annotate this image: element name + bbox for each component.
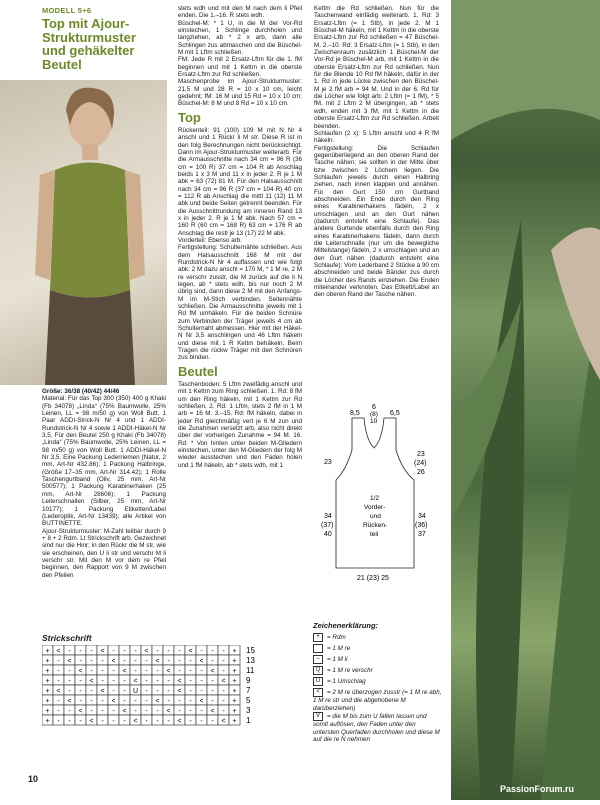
chart-symbol: - [178,647,181,655]
chart-symbol: - [101,697,104,705]
chart-symbol: < [111,657,116,665]
chart-symbol: + [232,677,237,685]
size-text: Größe: 36/38 (40/42) 44/46 [42,388,120,395]
chart-symbol: < [100,687,105,695]
dim-side-right1: 34 [418,513,426,520]
chart-symbol: + [232,647,237,655]
chart-symbol: - [222,687,225,695]
legend-title: Zeichenerklärung: [313,621,379,630]
chart-symbol: + [232,707,237,715]
col2-p4: Maschenprobe im Ajour-Strukturmuster: 21,5 M und 28 R = 10 x 10 cm, leicht gedehnt; fM: 16 M und 15 Rd = 10 x 10 cm; Büschel-M: 8 M und 8 Rd = 10 x 10 cm. [178,78,302,108]
material-text: Material: Für das Top 300 (350) 400 g Khaki (Fb 34078) „Linda“ (75% Baumwolle, 25% Leinen, LL = 98 m/50 g) von Woll Butt. 1 Paar ADDI-Strick-N Nr 4 und 1 ADDI-Rundstrick-N Nr 4 sowie 1 ADDI-Häkel-N Nr 3,5. Für den Beutel 250 g Khaki (Fb 34078) „Linda“ (75% Baumwolle, 25% Leinen, LL = 98 m/50 g) von Woll Butt. 1 ADDI-Häkel-N Nr 3,5. Eine Packung Lederriemen (Natur, 2 mm, Art-Nr 432.86); 1 Packung Halbringe, (Größe 17–35 mm, Art-Nr 314.42); 1 Rolle Taschengurtband (Oliv, 25 mm, Art-Nr 500577); 1 Packung Karabinerhaken (25 mm, Art-Nr 28606); 1 Packung Leiterschnallen (Silber, 25 mm, Art-Nr 10177); 1 Packung Etiketten/Label (Lederoptik, Art-Nr 13439); alle Artikel von BUTTINETTE. [42,395,166,528]
chart-symbol: - [145,657,148,665]
dim-shoulder-right: 6,5 [390,410,400,417]
top-front: Vorderteil: Ebenso arb. [178,236,243,244]
section-heading-top: Top [178,109,201,125]
chart-symbol: + [45,677,50,685]
chart-symbol: - [134,697,137,705]
chart-symbol: < [122,667,127,675]
chart-row-number: 15 [246,646,255,655]
model-photo [0,80,167,385]
top-finishing: Fertigstellung: Schulternähte schließen. Aus dem Halsausschnitt 168 M mit der Rundstrick-N Nr 4 auffassen und wie folgt abk: 2 M dazu anschl = 170 M, * 1 M re, 2 M re verschr zusstr, die M zurück auf die li N legen, ab * stets wdh, bis nur noch 2 M übrig sind, dann diese 2 M mit den Anfangs-M im M-Stich verbinden. Seitennähte schließen. Die Armausschnitte jeweils mit 1 Rd fM umhäkeln. Für die beiden Schnüre zum Verbinden der Träger jeweils 4 cm ab Schulternaht abmessen. Hier mit der Häkel-N Nr 3,5 anschlingen und 46 Lftm häkeln und diese mit 1 R Kettm behäkeln. Beim Tragen die rückw Träger mit den Schnüren zus binden. [178,244,302,362]
chart-symbol: < [199,657,204,665]
chart-symbol: < [177,717,182,725]
chart-symbol: + [45,667,50,675]
legend-symbol: U [313,677,323,686]
legend-text: = 1 M re verschr [327,667,373,675]
chart-symbol: < [100,647,105,655]
model-illustration [0,80,167,385]
chart-symbol: < [78,707,83,715]
chart-symbol: - [189,687,192,695]
chart-symbol: - [90,657,93,665]
chart-symbol: < [67,697,72,705]
chart-symbol: < [144,647,149,655]
garment-schematic [314,400,444,585]
chart-symbol: - [79,677,82,685]
chart-symbol: < [133,677,138,685]
legend-item [313,677,443,686]
legend-item [313,688,443,712]
chart-symbol: - [90,687,93,695]
section-heading-beutel: Beutel [178,363,218,379]
chart-symbol: - [222,667,225,675]
center-label-4: Rücken- [363,522,388,529]
chart-symbol: + [45,687,50,695]
chart-symbol: - [145,717,148,725]
dim-height-right3: 26 [417,469,425,476]
schematic-outline [336,418,414,568]
legend-item [313,644,443,653]
chart-symbol: < [166,667,171,675]
chart-symbol: - [200,647,203,655]
legend-text: = 1 M re [327,645,351,653]
col3-p1: Kettm die Rd schließen. Nun für die Taschenwand einfädig weiterarb. 1. Rd: 3 Ersatz-Lftm (= 1 Stb), in jede 2. M 1 Büschel-M häkeln, mit 1 Kettm in die oberste Ersatz-Lftm zur Rd schließen = 47 Büschel-M. 2.–10. Rd: 3 Ersatz-Lftm (= 1 Stb), in den Zwischenraum zusätzlich 1 Büschel-M der Vor-Rd je Büschel-M arb, mit 1 Kettm in die oberste Ersatz-Lftm zur Rd schließen. Nun für die Blende 10 Rd fM häkeln, dafür in der 1. Rd in jede Lücke zwischen den Büschel-M je 2 fM arb = 94 M. Und in der 6. Rd für die Löcher wie folgt arb: 2 Lftm (= 1 fM), * 5 fM, mit 2 Lftm 2 M übergingen, ab * stets wdh, enden mit 3 fM, mit 1 Kettm in die oberste Ersatz-Lftm zur Rd schließen. Arbeit beenden. [314,5,439,130]
chart-symbol: - [167,647,170,655]
chart-symbol: - [112,707,115,715]
chart-symbol: - [101,707,104,715]
chart-symbol: - [79,717,82,725]
chart-symbol: - [200,667,203,675]
chart-symbol: - [57,657,60,665]
chart-symbol: - [211,657,214,665]
legend-symbol: – [313,655,323,664]
chart-symbol: - [222,697,225,705]
chart-symbol: < [221,677,226,685]
chart-symbol: - [112,677,115,685]
dim-height-right2: (24) [414,460,427,467]
dim-side-left2: (37) [321,522,334,529]
chart-row-number: 5 [246,696,251,705]
chart-symbol: - [90,667,93,675]
chart-symbol: - [167,697,170,705]
chart-symbol: - [57,717,60,725]
chart-symbol: - [101,717,104,725]
legend-symbol: + [313,633,323,642]
legend-text: = die M bis zum U fallen lassen und somit auflösen, den Faden unter den untersten Querfaden durchholen und diese M auf die re N nehmen [313,713,440,743]
chart-symbol: - [222,707,225,715]
legend-text: = 1 M li [327,656,348,664]
col2-p3: FM: Jede R mit 2 Ersatz-Lftm für die 1. fM beginnen und mit 1 Kettm in die oberste Ersatz-Lftm zur Rd schließen. [178,56,302,79]
chart-symbol: + [232,717,237,725]
chart-symbol: - [123,687,126,695]
legend-symbol [313,644,323,653]
col2-p1: stets wdh und mit den M nach dem li Pfeil enden. Die 1.–16. R stets wdh. [178,5,302,20]
center-label-2: Vorder- [364,504,386,511]
chart-title: Strickschrift [42,633,92,643]
chart-symbol: < [111,697,116,705]
chart-symbol: + [45,697,50,705]
legend-item [313,712,443,744]
chart-symbol: < [188,647,193,655]
chart-symbol: - [211,647,214,655]
chart-symbol: < [177,677,182,685]
chart-symbol: - [68,677,71,685]
legend-text: = Rdm [327,634,346,642]
chart-symbol: - [112,717,115,725]
chart-symbol: - [156,677,159,685]
chart-symbol: < [166,707,171,715]
chart-symbol: - [167,687,170,695]
chart-symbol: - [79,687,82,695]
chart-symbol: - [68,647,71,655]
chart-symbol: + [45,647,50,655]
chart-symbol: - [189,707,192,715]
chart-symbol: - [112,687,115,695]
chart-symbol: - [211,697,214,705]
chart-symbol: - [68,717,71,725]
chart-symbol: < [155,657,160,665]
plant-illustration [451,0,600,800]
top-back: Rückenteil: 91 (100) 109 M mit N Nr 4 anschl und 1 Rückr li M str. Diese R ist in den folg Berechnungen nicht berücksichtigt. Dann im Ajour-Strukturmuster weiterarb. Für die Armausschnitte nach 34 cm = 96 R (36 cm = 100 R) 37 cm = 104 R ab Anschlag beids 1 x 3 M und 11 x in jeder 2. R je 1 M abk = 63 (72) 81 M. Für den Halsausschnitt nach 34 cm = 96 R (37 cm = 104 R) 40 cm = 112 R ab Anschlag die mittl 11 (12) 11 M abk und beide Seiten getrennt beenden. Für die Ausschnittrundung am inneren Rand 13 x in jeder 2. R je 1 M abk. Nach 57 cm = 160 R (60 cm = 168 R) 63 cm = 176 R ab Anschlag die restl je 13 (17) 22 M abk. [178,126,302,237]
chart-row-number: 3 [246,706,251,715]
chart-symbol: - [178,667,181,675]
legend-text: = 1 Umschlag [327,678,366,686]
chart-symbol: < [89,717,94,725]
chart-symbol: + [45,707,50,715]
chart-symbol: - [156,667,159,675]
chart-symbol: - [123,717,126,725]
legend-item [313,633,443,642]
chart-symbol: - [189,697,192,705]
chart-symbol: - [79,697,82,705]
chart-symbol: < [199,697,204,705]
legend-symbol: V [313,712,323,721]
center-label-5: teil [370,531,379,538]
plant-photo [451,0,600,800]
chart-symbol: < [56,687,61,695]
chart-symbol: - [145,697,148,705]
chart-symbol: - [178,657,181,665]
chart-symbol: - [178,697,181,705]
chart-symbol: - [79,647,82,655]
col3-p3: Fertigstellung: Die Schlaufen gegenüberliegend an den oberen Rand der Tasche nähen; sie sollten in der Mitte über bzw zwischen 2 Löchern liegen. Die Schlaufen jeweils durch einen Halbring ziehen, nach innen klappen und annähen. Für den Gurt 150 cm Gurtband abschneiden. Ein Ende durch den Ring eines Karabinerhakens fädeln, 2 x umschlagen und an den Gurt nähen (dadurch entsteht eine Schlaufe). Das andere Gurtende ebenfalls durch den Ring eines Karabinerhakens fädeln, dann durch die Leiterschnalle (nur um die bewegliche Mittelstange) fädeln, 2 x umschlagen und an den Gurt nähen (dadurch entsteht eine Schlaufe). Vom Lederband 2 Stücke à 90 cm abschneiden und beide Bänder zus durch die Löcher des Rands einziehen. Die Enden miteinander verknoten. Das Etikett/Label an den oberen Rand der Tasche nähen. [314,144,439,299]
chart-symbol: - [167,717,170,725]
chart-symbol: - [57,697,60,705]
chart-symbol: - [156,647,159,655]
chart-symbol: - [123,647,126,655]
legend-text: = 2 M re überzogen zusstr (= 1 M re abh, 1 M re str und die abgehobene M darüberziehen) [313,689,442,712]
chart-symbol: < [210,667,215,675]
chart-symbol: - [200,707,203,715]
page-title: Top mit Ajour-Strukturmuster und gehäkelter Beutel [42,16,136,72]
chart-symbol: - [123,657,126,665]
chart-symbol: < [122,707,127,715]
chart-symbol: < [221,717,226,725]
chart-symbol: - [189,717,192,725]
chart-symbol: - [145,677,148,685]
chart-symbol: - [145,707,148,715]
dim-side-left3: 40 [324,531,332,538]
chart-row-number: 13 [246,656,255,665]
chart-symbol: - [189,667,192,675]
chart-symbol: + [45,657,50,665]
legend-item [313,666,443,675]
chart-row-number: 11 [246,666,255,675]
legend-symbol: < [313,688,323,697]
chart-symbol: - [145,687,148,695]
chart-symbol: < [155,697,160,705]
chart-symbol: - [123,697,126,705]
chart-symbol: - [167,677,170,685]
ajour-text: Ajour-Strukturmuster: M-Zahl teilbar durch 9 + 8 + 2 Rdm. Lt Strickschrift arb. Gezeichnet sind nur die Hinr; in den Rückr die M str, wie sie erscheinen, den U li str und verschr M li verschr str. Mit den M vor dem re Pfeil beginnen, den Rapport von 9 M zwischen den Pfeilen [42,527,166,579]
dim-top3: 10 [370,418,378,425]
col3-p2: Schlaufen (2 x): 5 Lftm anschl und 4 R fM häkeln. [314,129,439,145]
column-2 [178,5,302,469]
legend-symbol: Q [313,666,323,675]
chart-symbol: - [200,677,203,685]
site-watermark: PassionForum.ru [500,784,575,794]
chart-symbol: - [101,677,104,685]
chart-symbol: - [90,697,93,705]
chart-symbol: - [211,677,214,685]
chart-symbol: - [200,717,203,725]
chart-symbol: - [145,667,148,675]
chart-symbol: - [200,687,203,695]
chart-symbol: - [57,707,60,715]
col2-p2: Büschel-M: * 1 U, in die M der Vor-Rd einstechen, 1 Schlinge durchholen und langziehen, ab * 2 x arb, dann alle Schlingen zus abmaschen und die Büschel-M mit 1 Lftm schließen. [178,19,302,57]
chart-symbol: < [133,717,138,725]
column-3 [314,5,439,299]
page-number: 10 [28,774,39,784]
chart-symbol: - [68,667,71,675]
chart-symbol: - [112,667,115,675]
chart-symbol: - [57,667,60,675]
chart-symbol: - [156,717,159,725]
dim-height-left: 23 [324,459,332,466]
chart-symbol: - [211,717,214,725]
dim-side-right3: 37 [418,531,426,538]
dim-height-right1: 23 [417,451,425,458]
chart-symbol: < [177,687,182,695]
chart-symbol: - [156,687,159,695]
dim-shoulder-left: 8,5 [350,410,360,417]
chart-symbol: - [68,687,71,695]
chart-symbol: - [68,707,71,715]
chart-symbol: < [56,647,61,655]
chart-symbol: < [89,677,94,685]
chart-symbol: - [134,707,137,715]
chart-symbol: - [189,677,192,685]
chart-symbol: < [78,667,83,675]
dim-side-right2: (36) [415,522,428,529]
chart-symbol: U [132,687,139,695]
center-label-1: 1/2 [370,495,380,502]
chart-symbol: - [134,667,137,675]
chart-symbol: - [222,647,225,655]
chart-symbol: + [232,697,237,705]
chart-symbol: + [232,667,237,675]
legend-item [313,655,443,664]
dim-bottom: 21 (23) 25 [357,575,389,582]
chart-symbol: - [101,667,104,675]
chart-symbol: - [123,677,126,685]
knitting-chart [42,645,282,730]
chart-symbol: + [45,717,50,725]
chart-symbol: - [167,657,170,665]
dim-top2: (8) [370,411,378,418]
center-label-3: und [370,513,381,520]
chart-symbol: - [134,657,137,665]
chart-symbol: < [210,707,215,715]
chart-symbol: < [67,657,72,665]
chart-symbol: - [189,657,192,665]
chart-row-number: 1 [246,716,251,725]
dim-top: 6 [372,404,376,411]
dim-side-left1: 34 [324,513,332,520]
chart-symbol: + [232,657,237,665]
chart-symbol: - [79,657,82,665]
chart-symbol: - [211,687,214,695]
chart-symbol: - [90,647,93,655]
chart-symbol: - [134,647,137,655]
chart-row-number: 9 [246,676,251,685]
chart-row-number: 7 [246,686,251,695]
model-number: MODELL 5+6 [42,6,92,15]
chart-symbol: - [112,647,115,655]
chart-symbol: - [101,657,104,665]
beutel-bottom: Taschenboden: 5 Lftm zweifädig anschl und mit 1 Kettm zum Ring schließen. 1. Rd: 8 fM um den Ring häkeln, mit 1 Kettm zur Rd schließen. 2. Rd: 1 Lftm, stets 2 fM in 1 M arb = 16 M. 3.–15. Rd: fM häkeln, dabei in jeder Rd gleichmäßig vert je 6 M zun und die Zunahmen versetzt arb, also nicht direkt über der vorherigen Zunahme = 94 M. 16. Rd: * Von hinten unter beiden M-Gliedern einstechen, unter den M-Gliedern der folg M wieder ausstechen und den Faden holen und 1 fM häkeln, ab * stets wdh, mit 1 [178,380,302,469]
chart-symbol: - [57,677,60,685]
chart-symbol: - [222,657,225,665]
column-1 [42,388,166,579]
chart-symbol: - [156,707,159,715]
chart-symbol: + [232,687,237,695]
chart-symbol: - [178,707,181,715]
chart-symbol: - [90,707,93,715]
